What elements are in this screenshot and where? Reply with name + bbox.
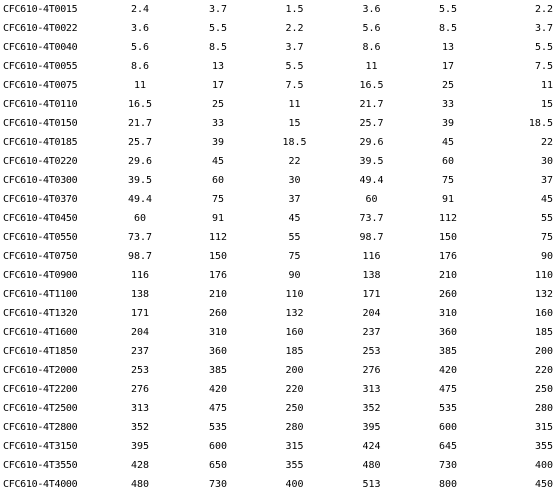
value-col-4: 138: [362, 270, 381, 281]
value-col-1: 49.4: [127, 194, 153, 205]
value-col-1: 21.7: [127, 118, 153, 129]
table-row: [0, 361, 556, 380]
value-col-1: 204: [130, 327, 150, 338]
value-col-6: 400: [534, 460, 553, 471]
value-col-4: 16.5: [359, 80, 384, 91]
value-col-3: 355: [285, 460, 304, 471]
value-col-6: 110: [534, 270, 553, 281]
value-col-4: 11: [365, 61, 378, 72]
value-col-5: 535: [438, 403, 458, 414]
model-cell: CFC610-4T0110: [3, 99, 78, 110]
value-col-6: 200: [534, 346, 553, 357]
value-col-5: 75: [441, 175, 455, 186]
value-col-3: 37: [288, 194, 301, 205]
model-cell: CFC610-4T2800: [3, 422, 78, 433]
value-col-2: 176: [208, 270, 228, 281]
value-col-2: 33: [211, 118, 225, 129]
value-col-4: 49.4: [359, 175, 384, 186]
value-col-2: 112: [208, 232, 228, 243]
value-col-2: 260: [208, 308, 228, 319]
value-col-1: 428: [130, 460, 150, 471]
value-col-3: 1.5: [285, 4, 304, 15]
value-col-1: 29.6: [127, 156, 153, 167]
value-col-2: 420: [208, 384, 228, 395]
table-row: [0, 304, 556, 323]
model-cell: CFC610-4T1320: [3, 308, 78, 319]
model-cell: CFC610-4T0185: [3, 137, 78, 148]
model-cell: CFC610-4T0075: [3, 80, 78, 91]
value-col-3: 18.5: [282, 137, 307, 148]
value-col-6: 30: [540, 156, 553, 167]
value-col-4: 39.5: [359, 156, 384, 167]
value-col-4: 253: [362, 346, 381, 357]
model-cell: CFC610-4T1850: [3, 346, 78, 357]
value-col-2: 17: [211, 80, 225, 91]
table-row: [0, 114, 556, 133]
value-col-3: 30: [288, 175, 301, 186]
value-col-5: 60: [441, 156, 455, 167]
value-col-5: 260: [438, 289, 458, 300]
model-cell: CFC610-4T4000: [3, 479, 78, 490]
value-col-6: 7.5: [534, 61, 553, 72]
value-col-3: 280: [285, 422, 304, 433]
table-row: [0, 342, 556, 361]
model-cell: CFC610-4T1600: [3, 327, 78, 338]
value-col-2: 310: [208, 327, 228, 338]
value-col-2: 91: [211, 213, 225, 224]
value-col-5: 112: [438, 213, 458, 224]
value-col-4: 21.7: [359, 99, 384, 110]
value-col-2: 385: [208, 365, 228, 376]
value-col-1: 25.7: [127, 137, 153, 148]
model-cell: CFC610-4T1100: [3, 289, 78, 300]
value-col-6: 160: [534, 308, 553, 319]
value-col-6: 22: [540, 137, 553, 148]
value-col-2: 650: [208, 460, 228, 471]
value-col-6: 250: [534, 384, 553, 395]
table-row: [0, 57, 556, 76]
model-cell: CFC610-4T0550: [3, 232, 78, 243]
value-col-6: 18.5: [528, 118, 553, 129]
value-col-5: 210: [438, 270, 458, 281]
value-col-5: 310: [438, 308, 458, 319]
value-col-5: 360: [438, 327, 458, 338]
value-col-4: 8.6: [362, 42, 381, 53]
value-col-4: 98.7: [359, 232, 384, 243]
table-row: [0, 152, 556, 171]
value-col-3: 11: [288, 99, 301, 110]
value-col-2: 600: [208, 441, 228, 452]
table-row: [0, 76, 556, 95]
value-col-6: 132: [534, 289, 553, 300]
table-row: [0, 475, 556, 494]
table-row: [0, 228, 556, 247]
value-col-6: 2.2: [534, 4, 553, 15]
table-row: [0, 418, 556, 437]
value-col-2: 5.5: [208, 23, 228, 34]
value-col-3: 3.7: [285, 42, 304, 53]
value-col-2: 730: [208, 479, 228, 490]
value-col-6: 45: [540, 194, 553, 205]
value-col-4: 313: [362, 384, 381, 395]
value-col-2: 535: [208, 422, 228, 433]
value-col-1: 116: [130, 270, 150, 281]
value-col-6: 315: [534, 422, 553, 433]
value-col-2: 3.7: [208, 4, 228, 15]
table-row: [0, 19, 556, 38]
value-col-4: 29.6: [359, 137, 384, 148]
model-cell: CFC610-4T0220: [3, 156, 78, 167]
value-col-3: 45: [288, 213, 301, 224]
table-row: [0, 133, 556, 152]
value-col-6: 55: [540, 213, 553, 224]
value-col-5: 385: [438, 346, 458, 357]
value-col-3: 185: [285, 346, 304, 357]
value-col-6: 75: [540, 232, 553, 243]
value-col-4: 276: [362, 365, 381, 376]
value-col-3: 400: [285, 479, 304, 490]
value-col-2: 25: [211, 99, 225, 110]
table-row: [0, 380, 556, 399]
table-row: [0, 437, 556, 456]
value-col-4: 25.7: [359, 118, 384, 129]
table-row: [0, 247, 556, 266]
value-col-6: 3.7: [534, 23, 553, 34]
model-cell: CFC610-4T2500: [3, 403, 78, 414]
value-col-3: 200: [285, 365, 304, 376]
value-col-3: 15: [288, 118, 301, 129]
value-col-6: 37: [540, 175, 553, 186]
model-cell: CFC610-4T0900: [3, 270, 78, 281]
value-col-5: 91: [441, 194, 455, 205]
table-row: [0, 171, 556, 190]
value-col-2: 75: [211, 194, 225, 205]
value-col-4: 3.6: [362, 4, 381, 15]
value-col-1: 395: [130, 441, 150, 452]
table-row: [0, 285, 556, 304]
value-col-4: 171: [362, 289, 381, 300]
value-col-5: 645: [438, 441, 458, 452]
value-col-2: 210: [208, 289, 228, 300]
value-col-6: 5.5: [534, 42, 553, 53]
value-col-4: 73.7: [359, 213, 384, 224]
value-col-1: 138: [130, 289, 150, 300]
value-col-6: 280: [534, 403, 553, 414]
value-col-1: 2.4: [130, 4, 150, 15]
value-col-6: 90: [540, 251, 553, 262]
value-col-4: 352: [362, 403, 381, 414]
value-col-1: 98.7: [127, 251, 153, 262]
value-col-1: 11: [133, 80, 147, 91]
value-col-3: 90: [288, 270, 301, 281]
model-cell: CFC610-4T3150: [3, 441, 78, 452]
value-col-5: 13: [441, 42, 455, 53]
value-col-3: 22: [288, 156, 301, 167]
model-cell: CFC610-4T2000: [3, 365, 78, 376]
value-col-3: 75: [288, 251, 301, 262]
value-col-5: 25: [441, 80, 455, 91]
model-cell: CFC610-4T0750: [3, 251, 78, 262]
table-row: [0, 399, 556, 418]
value-col-1: 253: [130, 365, 150, 376]
model-cell: CFC610-4T0450: [3, 213, 78, 224]
table-row: [0, 0, 556, 19]
model-cell: CFC610-4T0150: [3, 118, 78, 129]
value-col-3: 160: [285, 327, 304, 338]
table-row: [0, 456, 556, 475]
model-cell: CFC610-4T0055: [3, 61, 78, 72]
value-col-5: 5.5: [438, 4, 458, 15]
value-col-1: 171: [130, 308, 150, 319]
value-col-3: 7.5: [285, 80, 304, 91]
value-col-3: 220: [285, 384, 304, 395]
value-col-1: 276: [130, 384, 150, 395]
value-col-5: 730: [438, 460, 458, 471]
value-col-1: 480: [130, 479, 150, 490]
model-cell: CFC610-4T0300: [3, 175, 78, 186]
model-cell: CFC610-4T2200: [3, 384, 78, 395]
value-col-1: 16.5: [127, 99, 153, 110]
value-col-3: 132: [285, 308, 304, 319]
value-col-3: 315: [285, 441, 304, 452]
value-col-3: 5.5: [285, 61, 304, 72]
value-col-5: 176: [438, 251, 458, 262]
value-col-1: 313: [130, 403, 150, 414]
value-col-5: 420: [438, 365, 458, 376]
value-col-2: 360: [208, 346, 228, 357]
value-col-1: 8.6: [130, 61, 150, 72]
value-col-4: 60: [365, 194, 378, 205]
value-col-3: 250: [285, 403, 304, 414]
value-col-4: 513: [362, 479, 381, 490]
value-col-5: 800: [438, 479, 458, 490]
value-col-2: 150: [208, 251, 228, 262]
table-row: [0, 38, 556, 57]
value-col-2: 45: [211, 156, 225, 167]
model-cell: CFC610-4T0370: [3, 194, 78, 205]
value-col-2: 475: [208, 403, 228, 414]
value-col-6: 185: [534, 327, 553, 338]
value-col-4: 116: [362, 251, 381, 262]
value-col-6: 15: [540, 99, 553, 110]
value-col-4: 480: [362, 460, 381, 471]
value-col-1: 237: [130, 346, 150, 357]
table-row: [0, 209, 556, 228]
value-col-4: 5.6: [362, 23, 381, 34]
value-col-1: 5.6: [130, 42, 150, 53]
value-col-6: 11: [540, 80, 553, 91]
model-cell: CFC610-4T0015: [3, 4, 78, 15]
value-col-5: 17: [441, 61, 455, 72]
value-col-3: 55: [288, 232, 301, 243]
value-col-5: 150: [438, 232, 458, 243]
value-col-1: 60: [133, 213, 147, 224]
value-col-5: 39: [441, 118, 455, 129]
table-row: [0, 266, 556, 285]
value-col-5: 45: [441, 137, 455, 148]
value-col-2: 8.5: [208, 42, 228, 53]
value-col-4: 204: [362, 308, 381, 319]
table-row: [0, 190, 556, 209]
value-col-5: 33: [441, 99, 455, 110]
value-col-5: 8.5: [438, 23, 458, 34]
value-col-4: 237: [362, 327, 381, 338]
value-col-1: 3.6: [130, 23, 150, 34]
value-col-4: 424: [362, 441, 381, 452]
value-col-6: 220: [534, 365, 553, 376]
value-col-4: 395: [362, 422, 381, 433]
value-col-6: 355: [534, 441, 553, 452]
model-cell: CFC610-4T3550: [3, 460, 78, 471]
value-col-2: 39: [211, 137, 225, 148]
table-row: [0, 323, 556, 342]
value-col-2: 60: [211, 175, 225, 186]
value-col-1: 352: [130, 422, 150, 433]
value-col-5: 600: [438, 422, 458, 433]
value-col-1: 39.5: [127, 175, 153, 186]
value-col-5: 475: [438, 384, 458, 395]
value-col-1: 73.7: [127, 232, 153, 243]
value-col-6: 450: [534, 479, 553, 490]
value-col-2: 13: [211, 61, 225, 72]
value-col-3: 2.2: [285, 23, 304, 34]
model-cell: CFC610-4T0040: [3, 42, 78, 53]
model-cell: CFC610-4T0022: [3, 23, 78, 34]
table-row: [0, 95, 556, 114]
value-col-3: 110: [285, 289, 304, 300]
